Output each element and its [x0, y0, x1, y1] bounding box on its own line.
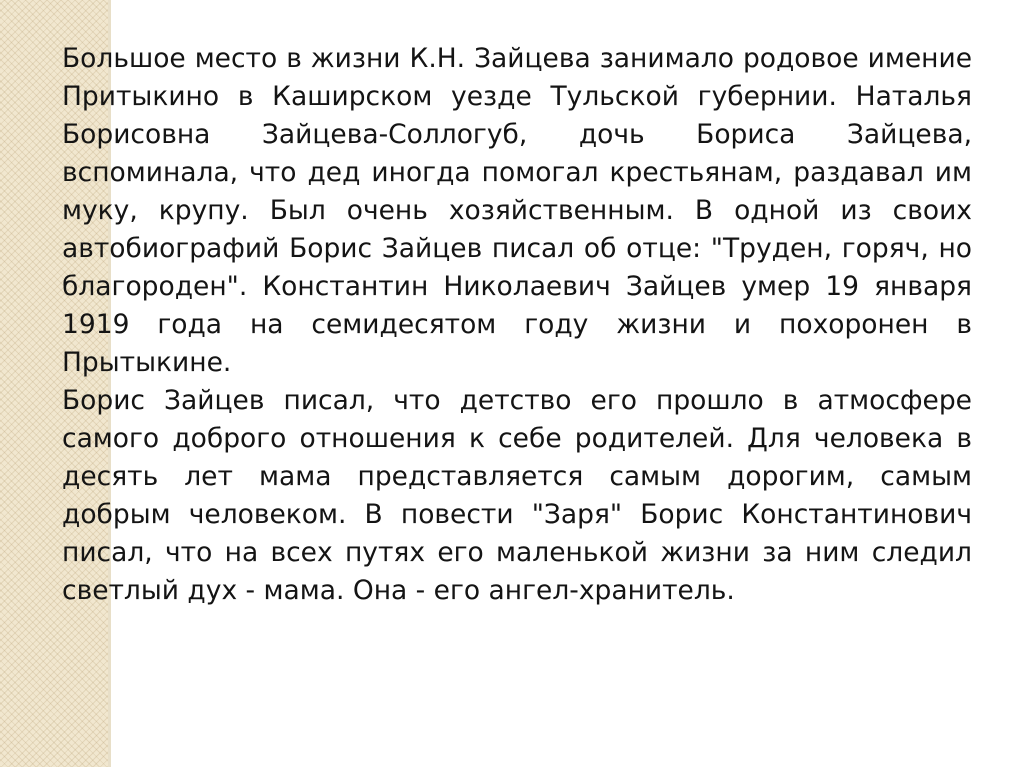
slide-text-body	[62, 40, 972, 610]
paragraph-1: Большое место в жизни К.Н. Зайцева занимало родовое имение Притыкино в Каширском уезде Тульской губернии. Наталья Борисовна Зайцева-Соллогуб, дочь Бориса Зайцева, вспоминала, что дед иногда помогал крестьянам, раздавал им муку, крупу. Был очень хозяйственным. В одной из своих автобиографий Борис Зайцев писал об отце: "Труден, горяч, но благороден". Константин Николаевич Зайцев умер 19 января 1919 года на семидесятом году жизни и похоронен в Прытыкине.	[62, 43, 972, 378]
paragraph-2: Борис Зайцев писал, что детство его прошло в атмосфере самого доброго отношения к себе родителей. Для человека в десять лет мама представляется самым дорогим, самым добрым человеком. В повести "Заря" Борис Константинович писал, что на всех путях его маленькой жизни за ним следил светлый дух - мама. Она - его ангел-хранитель.	[62, 385, 972, 606]
